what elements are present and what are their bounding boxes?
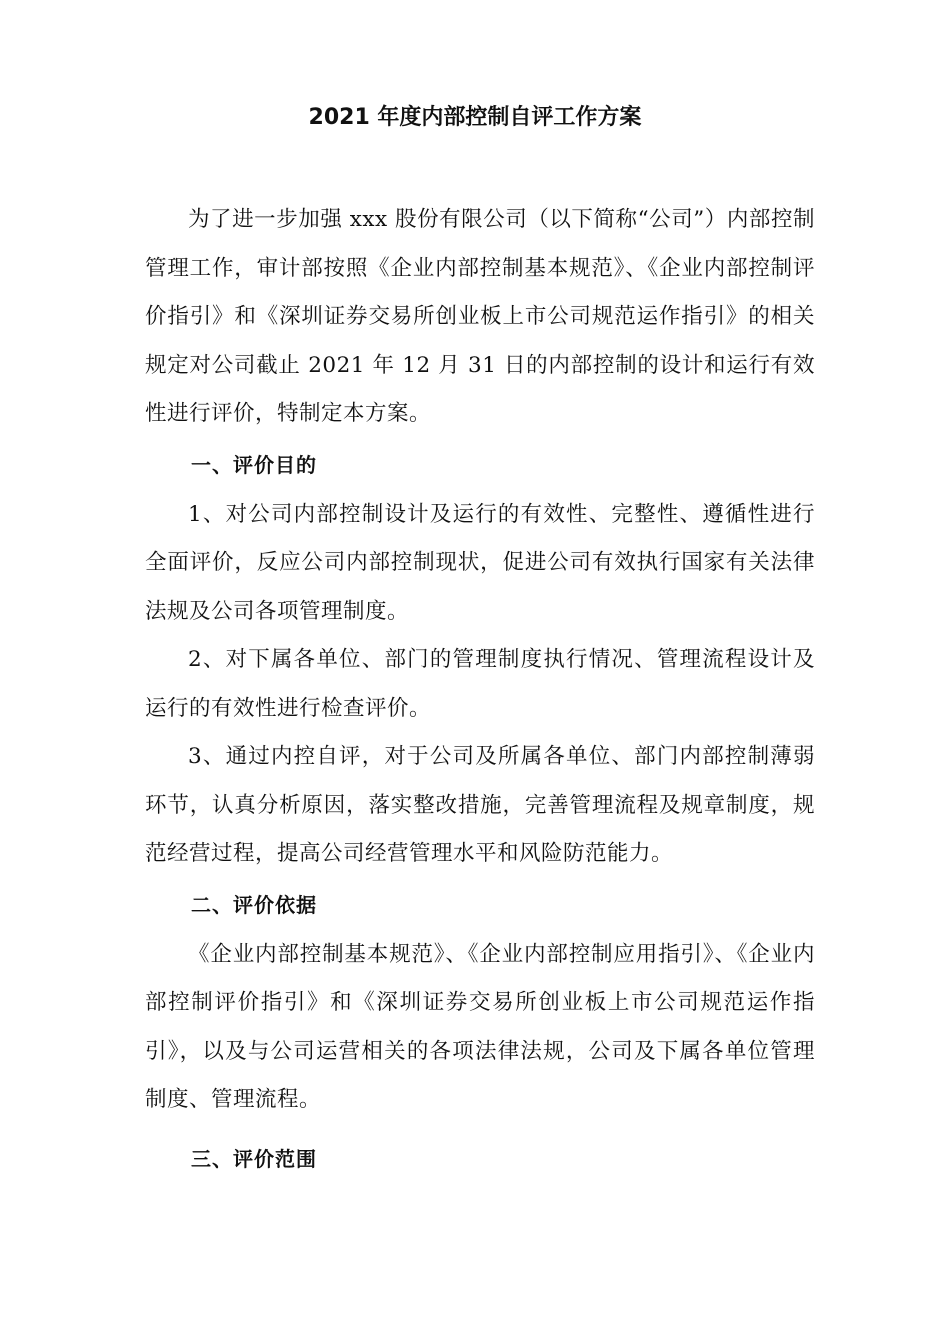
section-heading: 一、评价目的 <box>191 452 317 477</box>
section-paragraph: 1、对公司内部控制设计及运行的有效性、完整性、遵循性进行全面评价，反应公司内部控制现状，促进公司有效执行国家有关法律法规及公司各项管理制度。 <box>145 501 815 624</box>
section-paragraph: 3、通过内控自评，对于公司及所属各单位、部门内部控制薄弱环节，认真分析原因，落实整改措施，完善管理流程及规章制度，规范经营过程，提高公司经营管理水平和风险防范能力。 <box>145 744 815 866</box>
section-paragraph: 2、对下属各单位、部门的管理制度执行情况、管理流程设计及运行的有效性进行检查评价。 <box>145 647 815 721</box>
document-title: 2021 年度内部控制自评工作方案 <box>308 105 642 130</box>
document-body <box>145 196 815 1185</box>
section-basis <box>145 879 815 1125</box>
section-heading: 二、评价依据 <box>191 892 317 917</box>
intro-paragraph: 为了进一步加强 xxx 股份有限公司（以下简称“公司”）内部控制管理工作，审计部按照《企业内部控制基本规范》、《企业内部控制评价指引》和《深圳证券交易所创业板上市公司规范运作指引》的相关规定对公司截止 2021 年 12 月 31 日的内部控制的设计和运行有效性进行评价，特制定本方案。 <box>145 207 815 426</box>
section-paragraph: 《企业内部控制基本规范》、《企业内部控制应用指引》、《企业内部控制评价指引》和《深圳证券交易所创业板上市公司规范运作指引》，以及与公司运营相关的各项法律法规，公司及下属各单位管理制度、管理流程。 <box>145 941 815 1112</box>
section-heading: 三、评价范围 <box>191 1146 317 1171</box>
section-purpose <box>145 439 815 879</box>
section-scope <box>145 1133 815 1185</box>
